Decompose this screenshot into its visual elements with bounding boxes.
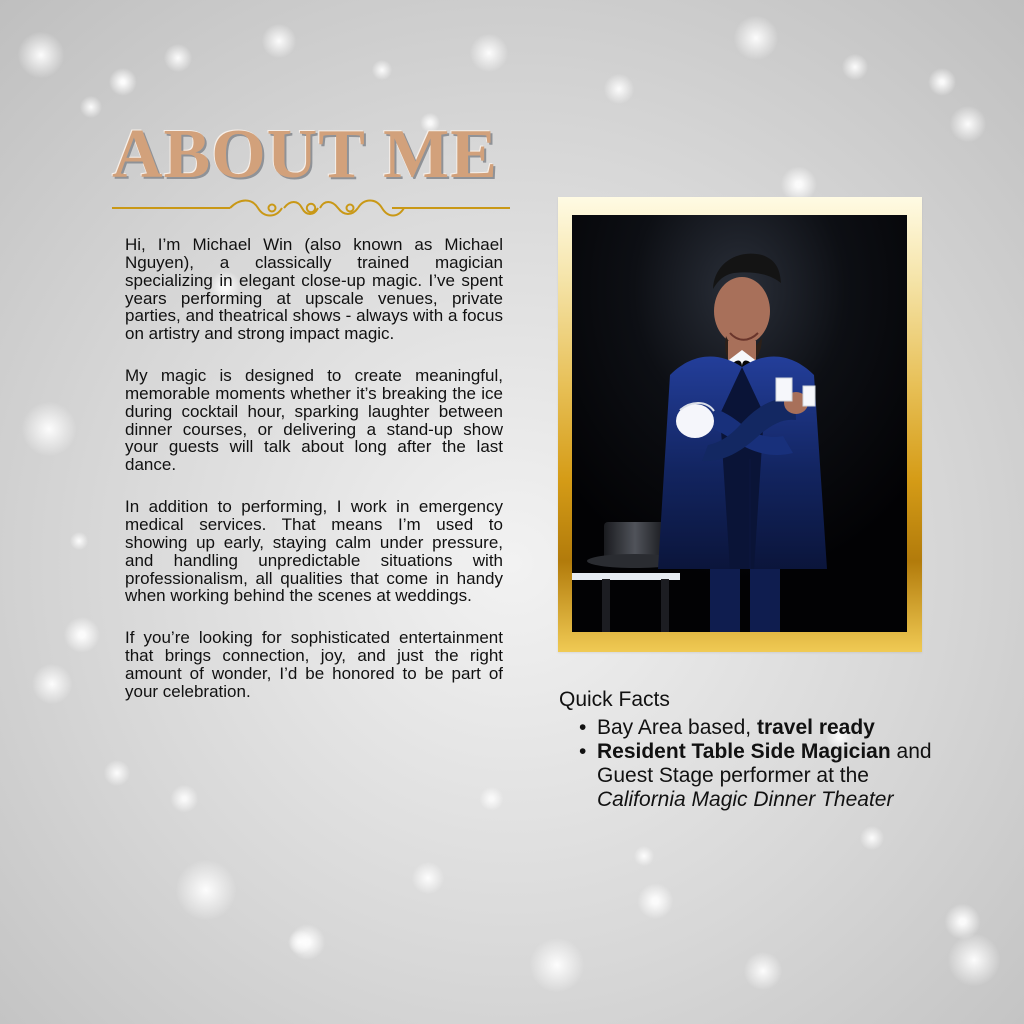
quick-facts-list	[559, 716, 949, 812]
magician-portrait	[572, 215, 907, 632]
sparkle	[176, 860, 236, 920]
quick-facts	[559, 688, 949, 812]
sparkle	[842, 54, 868, 80]
quick-fact-highlight: travel ready	[756, 715, 875, 739]
sparkle	[744, 952, 782, 990]
page-title: ABOUT ME	[112, 116, 498, 193]
sparkle	[372, 60, 392, 80]
sparkle	[604, 74, 634, 104]
sparkle	[18, 32, 64, 78]
sparkle	[262, 24, 296, 58]
sparkle	[104, 760, 130, 786]
sparkle	[164, 44, 192, 72]
quick-fact-item	[579, 740, 949, 812]
sparkle	[470, 34, 508, 72]
quick-fact-highlight: Resident Table Side Magician	[597, 739, 891, 763]
magician-portrait-icon	[572, 215, 907, 632]
sparkle	[80, 96, 102, 118]
sparkle	[412, 862, 444, 894]
about-text	[125, 236, 503, 725]
sparkle	[734, 16, 778, 60]
quick-fact-venue: California Magic Dinner Theater	[597, 787, 894, 811]
sparkle	[32, 664, 72, 704]
sparkle	[634, 846, 654, 866]
quick-facts-title: Quick Facts	[559, 688, 670, 711]
about-paragraph-1: Hi, I’m Michael Win (also known as Michael Nguyen), a classically trained magician specializing in elegant close-up magic. I’ve spent years performing at upscale venues, private parties, and theatrical shows - always with a focus on artistry and strong impact magic.	[125, 235, 503, 344]
sparkle	[288, 930, 312, 954]
sparkle	[530, 938, 584, 992]
sparkle	[950, 106, 986, 142]
quick-fact-text: Bay Area based,	[597, 715, 757, 739]
sparkle	[22, 402, 76, 456]
sparkle	[70, 532, 88, 550]
flourish-divider-icon	[112, 196, 510, 220]
photo-frame	[558, 197, 922, 652]
sparkle	[860, 826, 884, 850]
about-paragraph-4: If you’re looking for sophisticated entertainment that brings connection, joy, and just the right amount of wonder, I’d be honored to be part of your celebration.	[125, 628, 503, 701]
about-paragraph-2: My magic is designed to create meaningful, memorable moments whether it’s breaking the ice during cocktail hour, sparking laughter between dinner courses, or delivering a stand-up show your guests will talk about long after the last dance.	[125, 366, 503, 475]
quick-fact-text: and Guest Stage performer at the	[597, 739, 932, 787]
about-paragraph-3: In addition to performing, I work in emergency medical services. That means I’m used to showing up early, staying calm under pressure, and handling unpredictable situations with professionalism, all qualities that come in handy when working behind the scenes at weddings.	[125, 497, 503, 606]
sparkle	[948, 934, 1000, 986]
quick-fact-item	[579, 716, 949, 740]
